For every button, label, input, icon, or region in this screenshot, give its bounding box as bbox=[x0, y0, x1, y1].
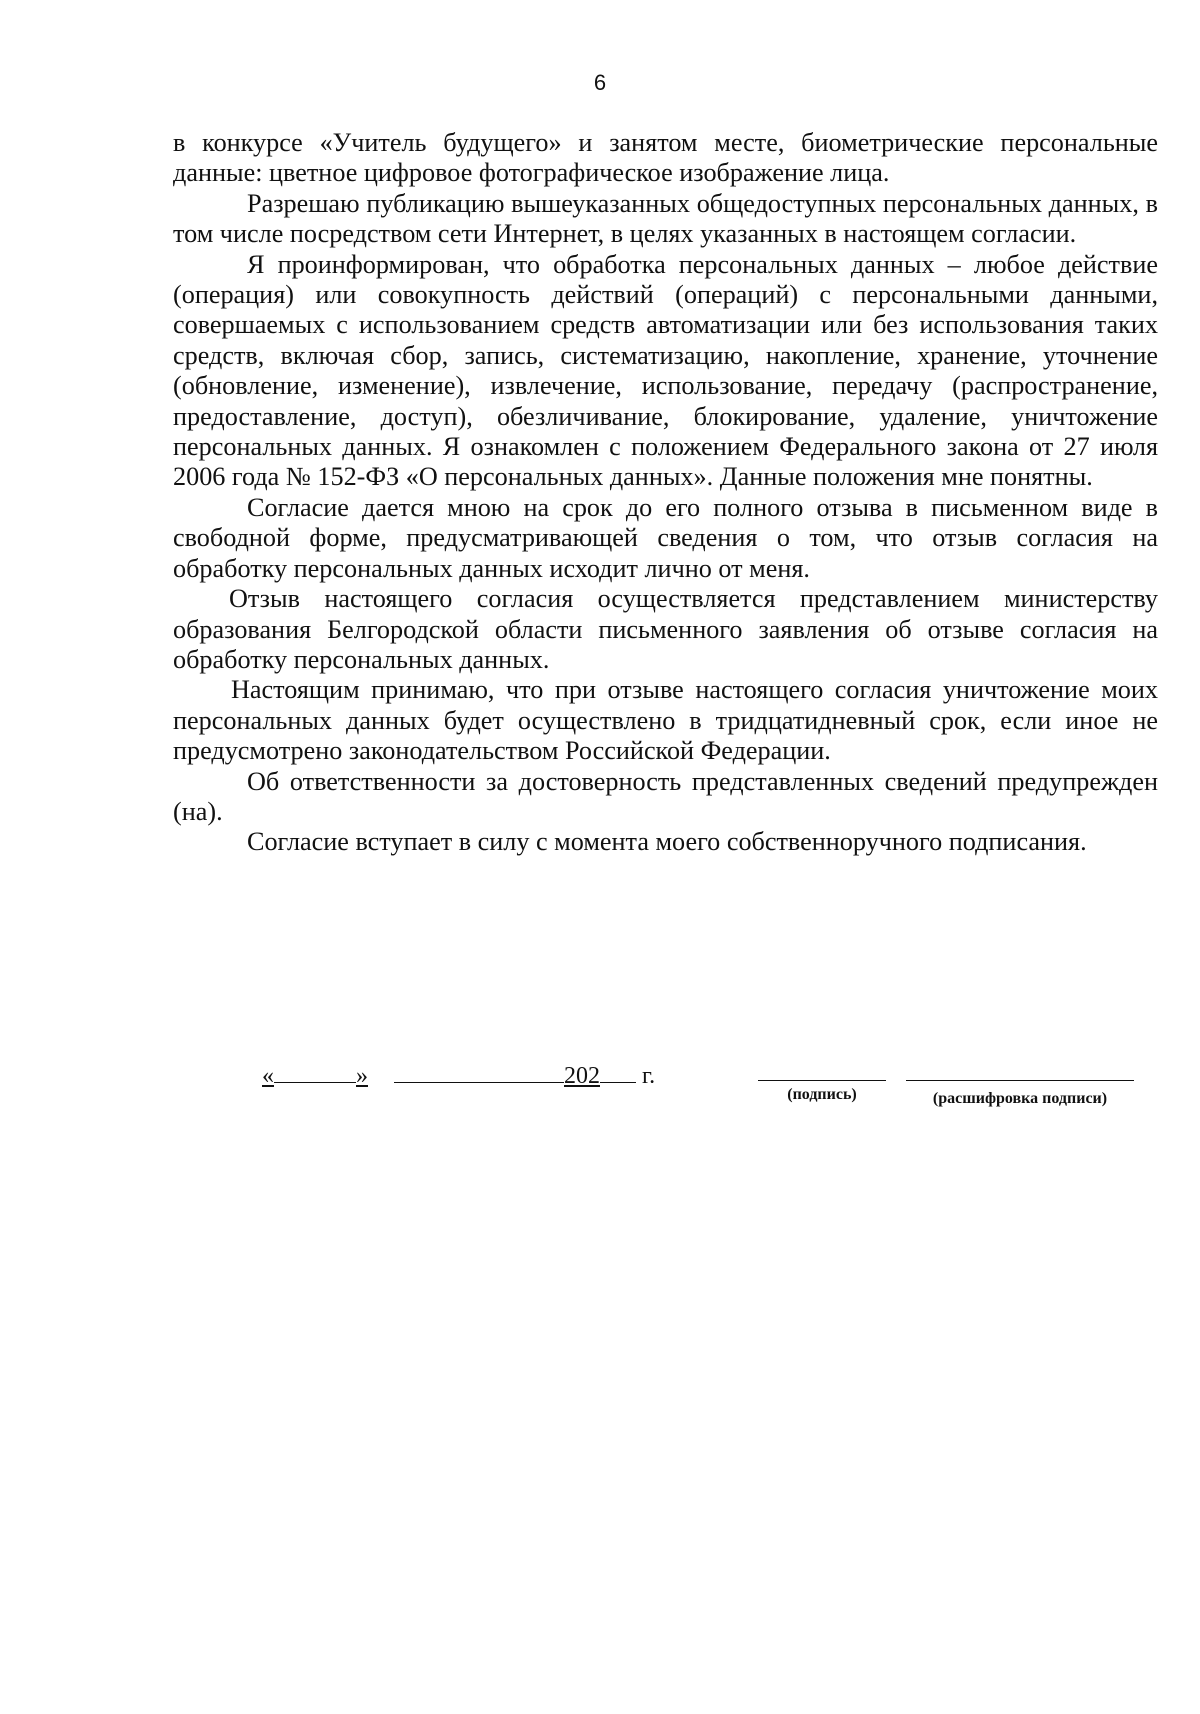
page-number: 6 bbox=[593, 70, 607, 95]
date-quote-open: « bbox=[262, 1063, 274, 1089]
date-year-blank[interactable] bbox=[600, 1064, 636, 1083]
signature-label: (подпись) bbox=[787, 1086, 857, 1103]
date-year-prefix: 202 bbox=[564, 1063, 600, 1089]
paragraph-publication-permission: Разрешаю публикацию вышеуказанных общедоступных персональных данных, в том числе посредством сети Интернет, в целях указанных в настоящем согласии. bbox=[173, 188, 1158, 249]
paragraph-data-destruction: Настоящим принимаю, что при отзыве настоящего согласия уничтожение моих персональных данных будет осуществлено в тридцатидневный срок, если иное не предусмотрено законодательством Российской Федерации. bbox=[173, 675, 1158, 766]
signature-decoding-label: (расшифровка подписи) bbox=[932, 1090, 1108, 1107]
date-day-blank[interactable] bbox=[274, 1064, 356, 1083]
paragraph-contest-data: в конкурсе «Учитель будущего» и занятом месте, биометрические персональные данные: цветное цифровое фотографическое изображение лица. bbox=[173, 128, 1158, 188]
signature-decoding-blank[interactable] bbox=[906, 1080, 1134, 1081]
date-year-suffix: г. bbox=[642, 1063, 656, 1089]
paragraph-responsibility: Об ответственности за достоверность представленных сведений предупрежден (на). bbox=[173, 766, 1158, 826]
paragraph-effective-date: Согласие вступает в силу с момента моего собственноручного подписания. bbox=[247, 827, 1087, 857]
paragraph-consent-withdrawal: Отзыв настоящего согласия осуществляется представлением министерству образования Белгородской области письменного заявления об отзыве согласия на обработку персональных данных. bbox=[173, 584, 1158, 674]
signature-blank[interactable] bbox=[758, 1080, 886, 1081]
paragraph-consent-term: Согласие дается мною на срок до его полного отзыва в письменном виде в свободной форме, предусматривающей сведения о том, что отзыв согласия на обработку персональных данных исходит лично от меня. bbox=[173, 492, 1158, 583]
date-month-blank[interactable] bbox=[394, 1064, 564, 1083]
date-field bbox=[262, 1063, 655, 1090]
date-quote-close: » bbox=[356, 1063, 368, 1089]
consent-body bbox=[173, 128, 1158, 858]
paragraph-processing-definition: Я проинформирован, что обработка персональных данных – любое действие (операция) или совокупность действий (операций) с персональными данными, совершаемых с использованием средств автоматизации или без использования таких средств, включая сбор, запись, систематизацию, накопление, хранение, уточнение (обновление, изменение), извлечение, использование, передачу (распространение, предоставление, доступ), обезличивание, блокирование, удаление, уничтожение персональных данных. Я ознакомлен с положением Федерального закона от 27 июля 2006 года № 152-ФЗ «О персональных данных». Данные положения мне понятны. bbox=[173, 249, 1158, 492]
